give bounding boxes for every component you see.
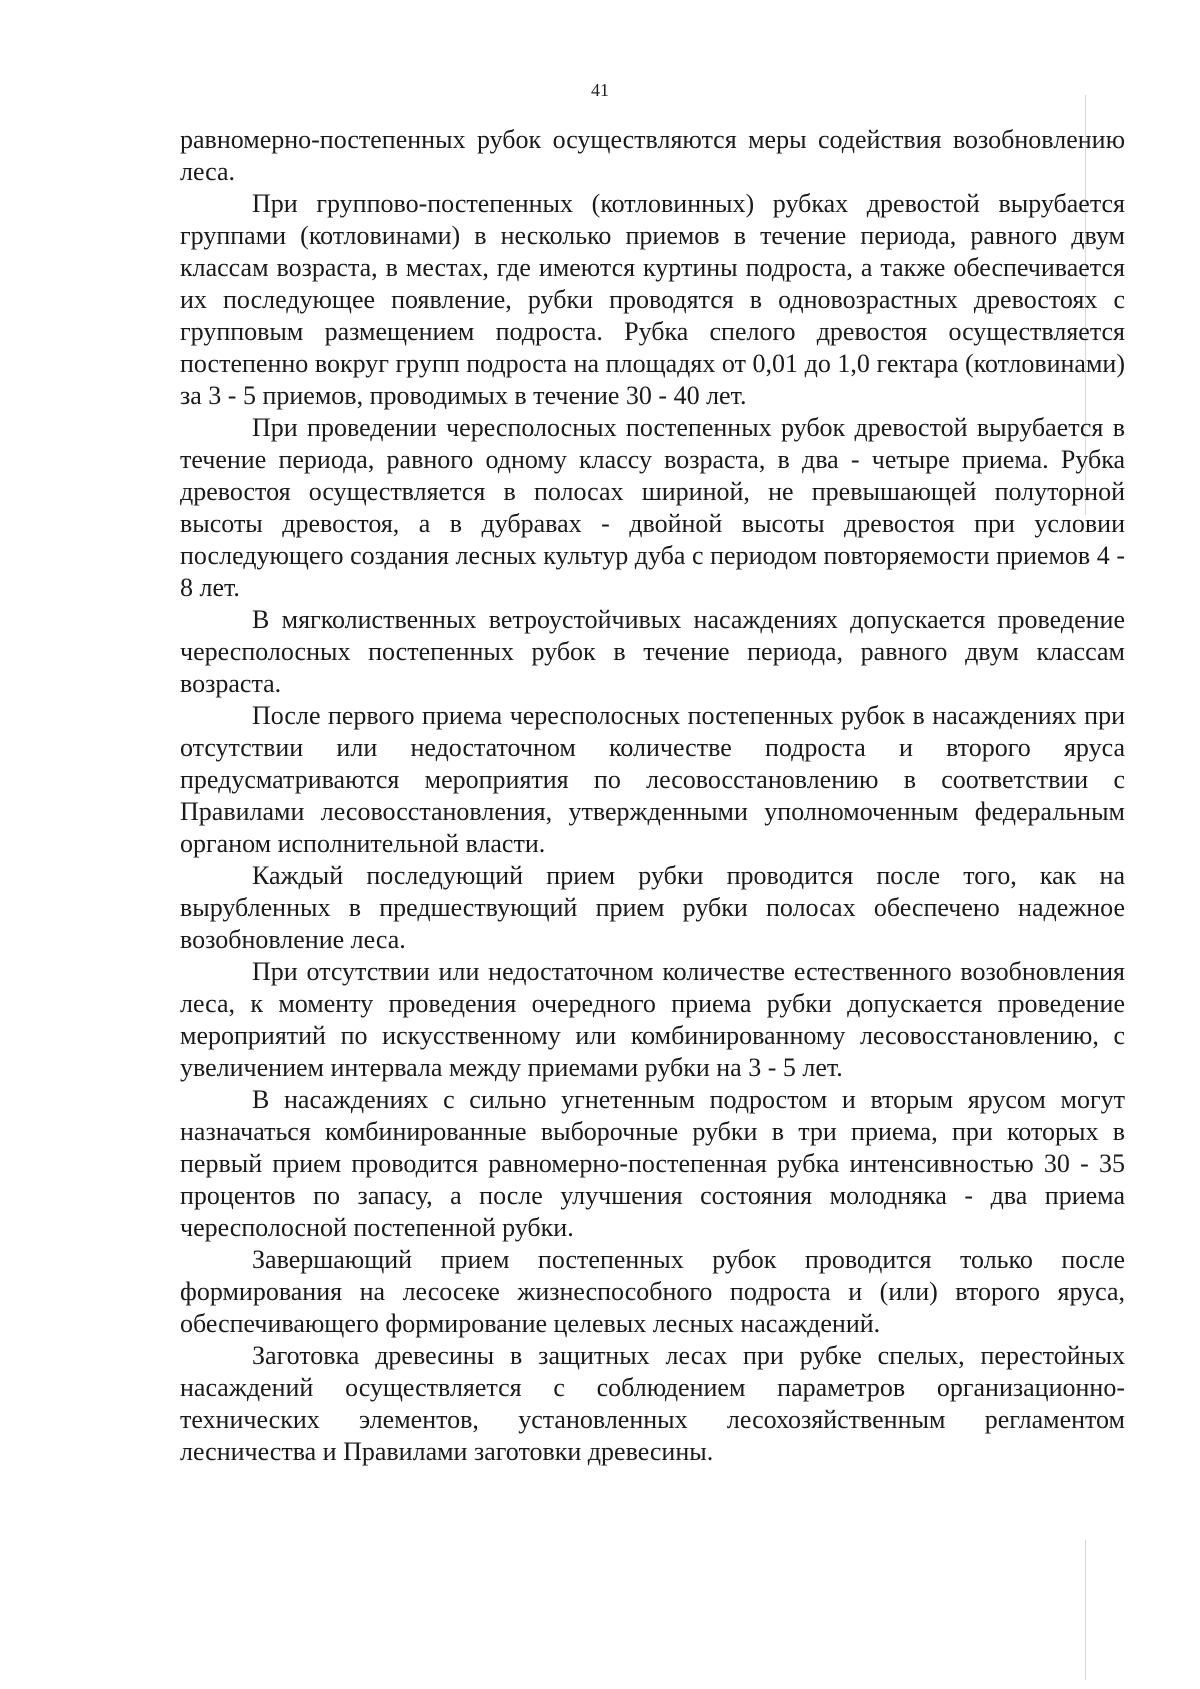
paragraph: В насаждениях с сильно угнетенным подростом и вторым ярусом могут назначаться комбинированные выборочные рубки в три приема, при которых в первый прием проводится равномерно-постепенная рубка интенсивностью 30 - 35 процентов по запасу, а после улучшения состояния молодняка - два приема чересполосной постепенной рубки.	[180, 1085, 1125, 1242]
document-body	[180, 124, 1125, 1468]
paragraph: При группово-постепенных (котловинных) рубках древостой вырубается группами (котловинами) в несколько приемов в течение периода, равного двум классам возраста, в местах, где имеются куртины подроста, а также обеспечивается их последующее появление, рубки проводятся в одновозрастных древостоях с групповым размещением подроста. Рубка спелого древостоя осуществляется постепенно вокруг групп подроста на площадях от 0,01 до 1,0 гектара (котловинами) за 3 - 5 приемов, проводимых в течение 30 - 40 лет.	[180, 189, 1125, 410]
scan-artifact-line	[1085, 1540, 1086, 1680]
paragraph: После первого приема чересполосных постепенных рубок в насаждениях при отсутствии или недостаточном количестве подроста и второго яруса предусматриваются мероприятия по лесовосстановлению в соответствии с Правилами лесовосстановления, утвержденными уполномоченным федеральным органом исполнительной власти.	[180, 701, 1125, 858]
paragraph: Каждый последующий прием рубки проводится после того, как на вырубленных в предшествующий прием рубки полосах обеспечено надежное возобновление леса.	[180, 861, 1125, 954]
paragraph: равномерно-постепенных рубок осуществляются меры содействия возобновлению леса.	[180, 125, 1125, 186]
paragraph: Заготовка древесины в защитных лесах при рубке спелых, перестойных насаждений осуществляется с соблюдением параметров организационно-технических элементов, установленных лесохозяйственным регламентом лесничества и Правилами заготовки древесины.	[180, 1341, 1125, 1466]
paragraph: В мягколиственных ветроустойчивых насаждениях допускается проведение чересполосных постепенных рубок в течение периода, равного двум классам возраста.	[180, 605, 1125, 698]
paragraph: При проведении чересполосных постепенных рубок древостой вырубается в течение периода, равного одному классу возраста, в два - четыре приема. Рубка древостоя осуществляется в полосах шириной, не превышающей полуторной высоты древостоя, а в дубравах - двойной высоты древостоя при условии последующего создания лесных культур дуба с периодом повторяемости приемов 4 - 8 лет.	[180, 413, 1125, 602]
paragraph: Завершающий прием постепенных рубок проводится только после формирования на лесосеке жизнеспособного подроста и (или) второго яруса, обеспечивающего формирование целевых лесных насаждений.	[180, 1245, 1125, 1338]
page-number: 41	[591, 80, 609, 100]
paragraph: При отсутствии или недостаточном количестве естественного возобновления леса, к моменту проведения очередного приема рубки допускается проведение мероприятий по искусственному или комбинированному лесовосстановлению, с увеличением интервала между приемами рубки на 3 - 5 лет.	[180, 957, 1125, 1082]
